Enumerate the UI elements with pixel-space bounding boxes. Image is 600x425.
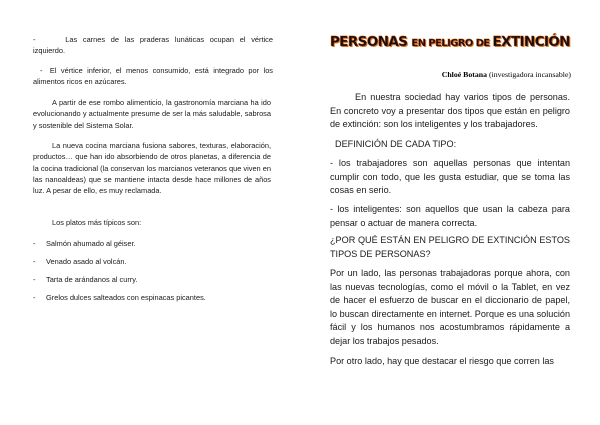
paragraph-other-hand: Por otro lado, hay que destacar el riesgo que corren las (330, 356, 554, 366)
dash-marker: - (40, 66, 43, 75)
paragraph-meat-vertex (33, 34, 273, 57)
paragraph-rhombus: A partir de ese rombo alimenticio, la gastronomía marciana ha ido evolucionando y actualmente presume de ser la más saludable, sabrosa y sostenible del Sistema Solar. (33, 98, 271, 130)
dash-marker: - (33, 35, 36, 44)
dash-marker: - (33, 275, 36, 284)
title-word-extincion: EXTINCIÓN (492, 34, 570, 50)
section-heading-definition: DEFINICIÓN DE CADA TIPO: (335, 139, 457, 149)
paragraph-typical-dishes: Los platos más típicos son: (52, 218, 142, 227)
dish-name: Tarta de arándanos al curry. (46, 275, 138, 284)
dash-marker: - (33, 257, 36, 266)
author-role: (investigadora incansable) (487, 70, 571, 79)
title-phrase: EN PELIGRO DE (411, 38, 493, 49)
paragraph-workers: - los trabajadores son aquellas personas que intentan cumplir con todo, que les gusta estudiar, que se toma las cosas en serio. (330, 158, 570, 196)
article-title (330, 34, 570, 50)
paragraph-text: El vértice inferior, el menos consumido, está integrado por los alimentos ricos en azúcares. (33, 66, 273, 87)
dish-name: Grelos dulces salteados con espinacas picantes. (46, 293, 206, 302)
author-name: Chloé Botana (441, 70, 487, 79)
paragraph-intelligent: - los inteligentes: son aquellos que usan la cabeza para pensar o actuar de manera correcta. (330, 204, 570, 228)
paragraph-text: Las carnes de las praderas lunáticas ocupan el vértice izquierdo. (33, 35, 273, 56)
dash-marker: - (33, 239, 36, 248)
paragraph-intro: En nuestra sociedad hay varios tipos de personas. En concreto voy a presentar dos tipos que están en peligro de extinción: son los inteligentes y los trabajadores. (330, 92, 570, 130)
paragraph-workers-reason: Por un lado, las personas trabajadoras porque ahora, con las nuevas tecnologías, como el móvil o la Tablet, en vez de hacer el esfuerzo de buscar en el diccionario de papel, lo buscan directamente en internet. Porque es una solución fácil y los humanos nos acostumbramos rápidamente a dejar los trabajos pesados. (330, 268, 570, 346)
title-word-personas: PERSONAS (330, 34, 412, 50)
dish-name: Venado asado al volcán. (46, 257, 127, 266)
dash-marker: - (33, 293, 36, 302)
dish-name: Salmón ahumado al géiser. (46, 239, 136, 248)
author-byline (442, 70, 571, 79)
paragraph-lower-vertex (33, 65, 273, 88)
section-heading-why: ¿POR QUÉ ESTÁN EN PELIGRO DE EXTINCIÓN ESTOS TIPOS DE PERSONAS? (330, 235, 570, 259)
paragraph-new-cuisine: La nueva cocina marciana fusiona sabores, texturas, elaboración, productos… que han ido absorbiendo de otros planetas, a diferencia de la cocina tradicional (la conservan los marcianos veteranos que viven en las nanoaldeas) que se mantiene intacta desde hace millones de años luz. A pesar de ello, es muy reclamada. (33, 141, 271, 196)
